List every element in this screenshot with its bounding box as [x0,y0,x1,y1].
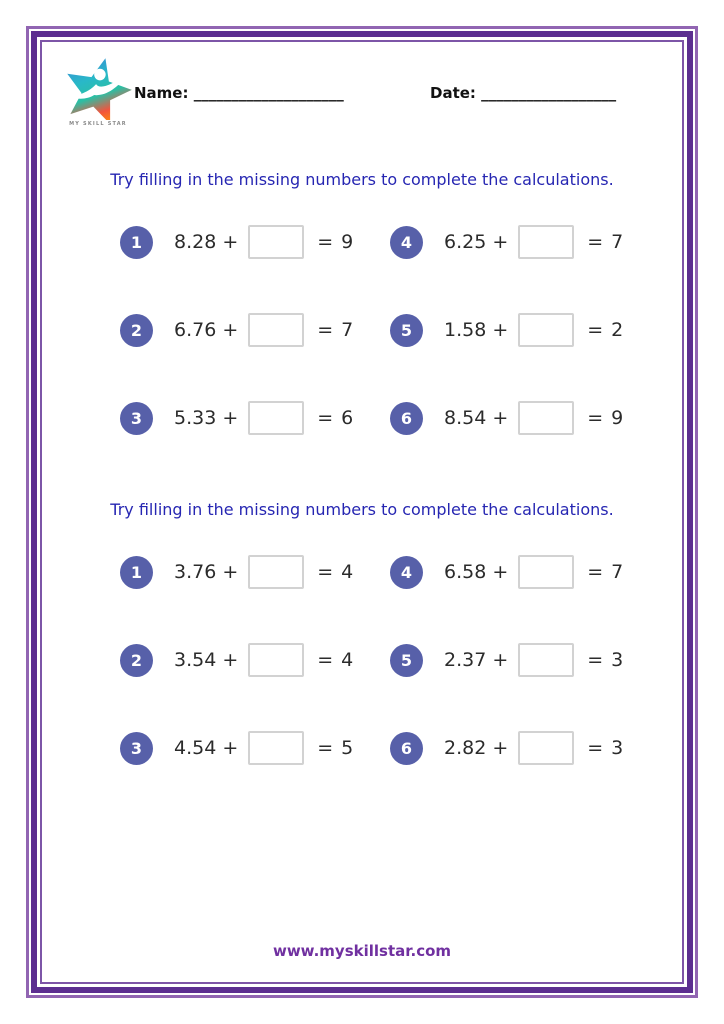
star-logo-icon [58,56,138,120]
date-field [430,84,616,102]
plus-sign: + [222,737,239,759]
problems-grid [42,224,682,436]
plus-sign: + [222,407,239,429]
problem-addend: 1.58 [444,319,487,341]
equals-sign: = [587,231,604,253]
plus-sign: + [222,561,239,583]
problem-number-badge: 5 [390,644,423,677]
date-label: Date: [430,84,476,102]
answer-input[interactable] [248,643,304,677]
problems-grid [42,554,682,766]
instruction-text: Try filling in the missing numbers to complete the calculations. [110,170,614,189]
plus-sign: + [222,649,239,671]
answer-input[interactable] [248,555,304,589]
problem-row [390,312,660,348]
plus-sign: + [492,561,509,583]
worksheet-section-2 [42,500,682,766]
problem-sum: 7 [611,561,624,583]
problem-addend: 3.76 [174,561,217,583]
problem-number-badge: 1 [120,226,153,259]
problem-number-badge: 6 [390,402,423,435]
problem-row [120,224,390,260]
equals-sign: = [587,319,604,341]
problem-sum: 5 [341,737,354,759]
answer-input[interactable] [518,225,574,259]
problem-addend: 2.37 [444,649,487,671]
problem-addend: 6.25 [444,231,487,253]
problem-row [120,400,390,436]
problem-row [120,554,390,590]
plus-sign: + [492,737,509,759]
problem-row [120,642,390,678]
problem-number-badge: 4 [390,226,423,259]
equals-sign: = [587,649,604,671]
problem-sum: 4 [341,649,354,671]
page-border-outer [26,26,698,998]
equals-sign: = [317,231,334,253]
problem-number-badge: 2 [120,644,153,677]
problem-addend: 5.33 [174,407,217,429]
equals-sign: = [317,561,334,583]
plus-sign: + [492,231,509,253]
equals-sign: = [317,649,334,671]
problem-sum: 4 [341,561,354,583]
answer-input[interactable] [518,555,574,589]
problem-addend: 6.76 [174,319,217,341]
answer-input[interactable] [248,401,304,435]
answer-input[interactable] [518,401,574,435]
problem-sum: 7 [341,319,354,341]
problem-sum: 7 [611,231,624,253]
problem-sum: 3 [611,649,624,671]
problem-row [120,730,390,766]
worksheet-section-1 [42,170,682,436]
equals-sign: = [587,737,604,759]
answer-input[interactable] [518,313,574,347]
answer-input[interactable] [248,313,304,347]
answer-input[interactable] [518,731,574,765]
problem-sum: 2 [611,319,624,341]
problem-row [390,642,660,678]
problem-addend: 3.54 [174,649,217,671]
name-label: Name: [134,84,189,102]
problem-row [390,730,660,766]
equals-sign: = [317,737,334,759]
problem-number-badge: 4 [390,556,423,589]
equals-sign: = [317,319,334,341]
website-url: www.myskillstar.com [272,942,452,960]
answer-input[interactable] [248,225,304,259]
equals-sign: = [587,561,604,583]
plus-sign: + [492,319,509,341]
equals-sign: = [587,407,604,429]
problem-row [390,400,660,436]
problem-addend: 4.54 [174,737,217,759]
date-blank-line: __________________ [481,84,617,102]
problem-number-badge: 3 [120,732,153,765]
problem-addend: 6.58 [444,561,487,583]
problem-number-badge: 3 [120,402,153,435]
problem-addend: 8.54 [444,407,487,429]
page-border-main [31,31,693,993]
instruction-text: Try filling in the missing numbers to complete the calculations. [110,500,614,519]
plus-sign: + [222,231,239,253]
problem-number-badge: 2 [120,314,153,347]
equals-sign: = [317,407,334,429]
logo-caption: MY SKILL STAR [69,121,127,127]
problem-number-badge: 6 [390,732,423,765]
worksheet-content [42,42,682,982]
page-border-inner [40,40,684,984]
answer-input[interactable] [518,643,574,677]
plus-sign: + [492,649,509,671]
myskillstar-logo [55,56,141,127]
problem-addend: 2.82 [444,737,487,759]
name-field [134,84,344,102]
problem-sum: 9 [611,407,624,429]
problem-sum: 3 [611,737,624,759]
name-blank-line: ____________________ [193,84,344,102]
problem-row [390,554,660,590]
answer-input[interactable] [248,731,304,765]
problem-number-badge: 5 [390,314,423,347]
problem-addend: 8.28 [174,231,217,253]
problem-row [120,312,390,348]
problem-number-badge: 1 [120,556,153,589]
plus-sign: + [492,407,509,429]
problem-sum: 6 [341,407,354,429]
problem-sum: 9 [341,231,354,253]
problem-row [390,224,660,260]
plus-sign: + [222,319,239,341]
